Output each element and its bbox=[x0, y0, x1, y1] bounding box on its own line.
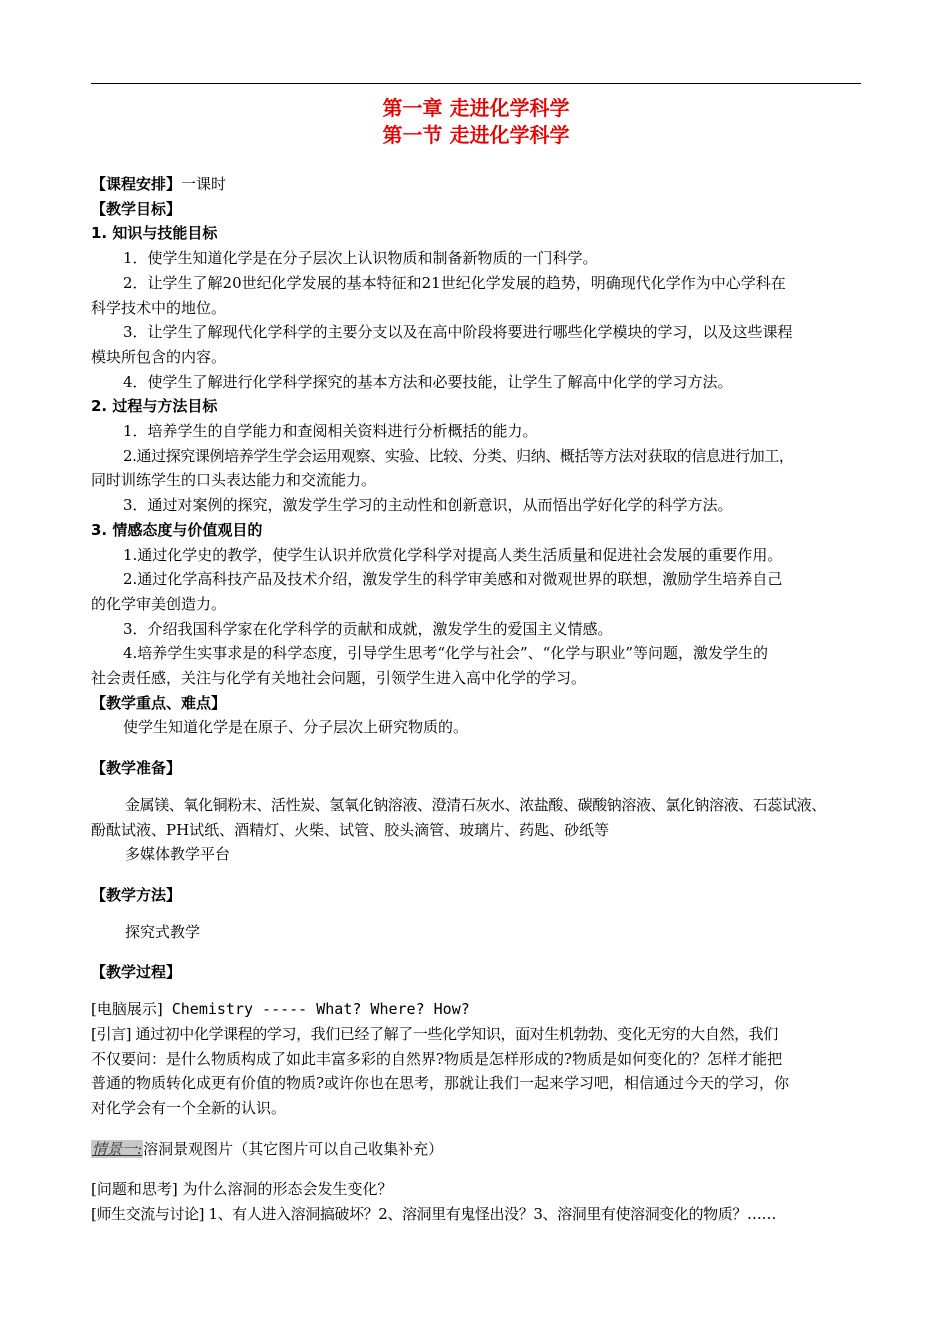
intro-line: 普通的物质转化成更有价值的物质?或许你也在思考，那就让我们一起来学习吧，相信通过今天的学习，你 bbox=[91, 1074, 790, 1093]
teaching-process-heading: 【教学过程】 bbox=[91, 963, 182, 982]
emotion-heading: 3. 情感态度与价值观目的 bbox=[91, 520, 263, 539]
process-item: 1．培养学生的自学能力和查阅相关资料进行分析概括的能力。 bbox=[123, 422, 538, 441]
knowledge-item: 3．让学生了解现代化学科学的主要分支以及在高中阶段将要进行哪些化学模块的学习，以及这些课程 bbox=[123, 323, 793, 342]
process-item-cont: 同时训练学生的口头表达能力和交流能力。 bbox=[91, 471, 377, 490]
key-points-heading: 【教学重点、难点】 bbox=[91, 693, 227, 712]
process-item: 3．通过对案例的探究，激发学生学习的主动性和创新意识，从而悟出学好化学的科学方法。 bbox=[123, 496, 733, 515]
header-rule bbox=[91, 83, 861, 84]
key-points-text: 使学生知道化学是在原子、分子层次上研究物质的。 bbox=[123, 718, 469, 737]
schedule-label: 【课程安排】 bbox=[91, 175, 182, 193]
document-body bbox=[91, 172, 861, 1227]
display-tag: [电脑展示] bbox=[91, 1000, 163, 1019]
schedule-line bbox=[91, 172, 861, 197]
knowledge-item-cont: 科学技术中的地位。 bbox=[91, 298, 227, 317]
preparation-line: 金属镁、氧化铜粉末、活性炭、氢氧化钠溶液、澄清石灰水、浓盐酸、碳酸钠溶液、氯化钠溶液、石蕊试液、 bbox=[125, 795, 826, 814]
method-text: 探究式教学 bbox=[125, 922, 201, 941]
scene-line bbox=[91, 1137, 861, 1162]
knowledge-item-cont: 模块所包含的内容。 bbox=[91, 347, 227, 366]
process-item: 2.通过探究课例培养学生学会运用观察、实验、比较、分类、归纳、概括等方法对获取的信息进行加工， bbox=[123, 446, 794, 465]
emotion-item: 1.通过化学史的教学，使学生认识并欣赏化学科学对提高人类生活质量和促进社会发展的重要作用。 bbox=[123, 545, 783, 564]
scene-text: 溶洞景观图片（其它图片可以自己收集补充） bbox=[143, 1139, 444, 1158]
emotion-item: 2.通过化学高科技产品及技术介绍，激发学生的科学审美感和对微观世界的联想，激励学生培养自己 bbox=[123, 570, 783, 589]
emotion-item-cont: 社会责任感，关注与化学有关地社会问题，引领学生进入高中化学的学习。 bbox=[91, 669, 587, 688]
preparation-line-cont: 酚酞试液、PH试纸、酒精灯、火柴、试管、胶头滴管、玻璃片、药匙、砂纸等 bbox=[91, 820, 610, 839]
knowledge-item: 1．使学生知道化学是在分子层次上认识物质和制备新物质的一门科学。 bbox=[123, 249, 598, 268]
preparation-platform: 多媒体教学平台 bbox=[125, 845, 231, 864]
scene-label: 情景一: bbox=[92, 1139, 143, 1158]
discussion-line: [师生交流与讨论] 1、有人进入溶洞搞破坏？2、溶洞里有鬼怪出没？3、溶洞里有使溶洞变化的物质？…… bbox=[91, 1205, 777, 1224]
knowledge-heading: 1. 知识与技能目标 bbox=[91, 224, 218, 243]
preparation-heading: 【教学准备】 bbox=[91, 759, 182, 778]
intro-line: 对化学会有一个全新的认识。 bbox=[91, 1098, 287, 1117]
schedule-value: 一课时 bbox=[181, 175, 227, 193]
emotion-item-cont: 的化学审美创造力。 bbox=[91, 594, 227, 613]
emotion-item: 3．介绍我国科学家在化学科学的贡献和成就，激发学生的爱国主义情感。 bbox=[123, 619, 613, 638]
method-heading: 【教学方法】 bbox=[91, 885, 182, 904]
emotion-item: 4.培养学生实事求是的科学态度，引导学生思考“化学与社会”、“化学与职业”等问题，激发学生的 bbox=[123, 644, 768, 663]
knowledge-item: 4．使学生了解进行化学科学探究的基本方法和必要技能，让学生了解高中化学的学习方法。 bbox=[123, 372, 733, 391]
intro-line: 不仅要问：是什么物质构成了如此丰富多彩的自然界?物质是怎样形成的?物质是如何变化的？怎样才能把 bbox=[91, 1049, 783, 1068]
display-text: Chemistry ----- What? Where? How? bbox=[162, 1000, 470, 1019]
chapter-title: 第一章 走进化学科学 bbox=[382, 96, 570, 120]
question-line: [问题和思考] 为什么溶洞的形态会发生变化？ bbox=[91, 1180, 393, 1199]
objectives-heading: 【教学目标】 bbox=[91, 199, 182, 218]
knowledge-item: 2．让学生了解20世纪化学发展的基本特征和21世纪化学发展的趋势，明确现代化学作为中心学科在 bbox=[123, 273, 786, 292]
section-title: 第一节 走进化学科学 bbox=[382, 123, 570, 147]
process-heading: 2. 过程与方法目标 bbox=[91, 397, 218, 416]
computer-display-line bbox=[91, 997, 861, 1022]
intro-line: [引言] 通过初中化学课程的学习，我们已经了解了一些化学知识，面对生机勃勃、变化无穷的大自然，我们 bbox=[91, 1024, 778, 1043]
